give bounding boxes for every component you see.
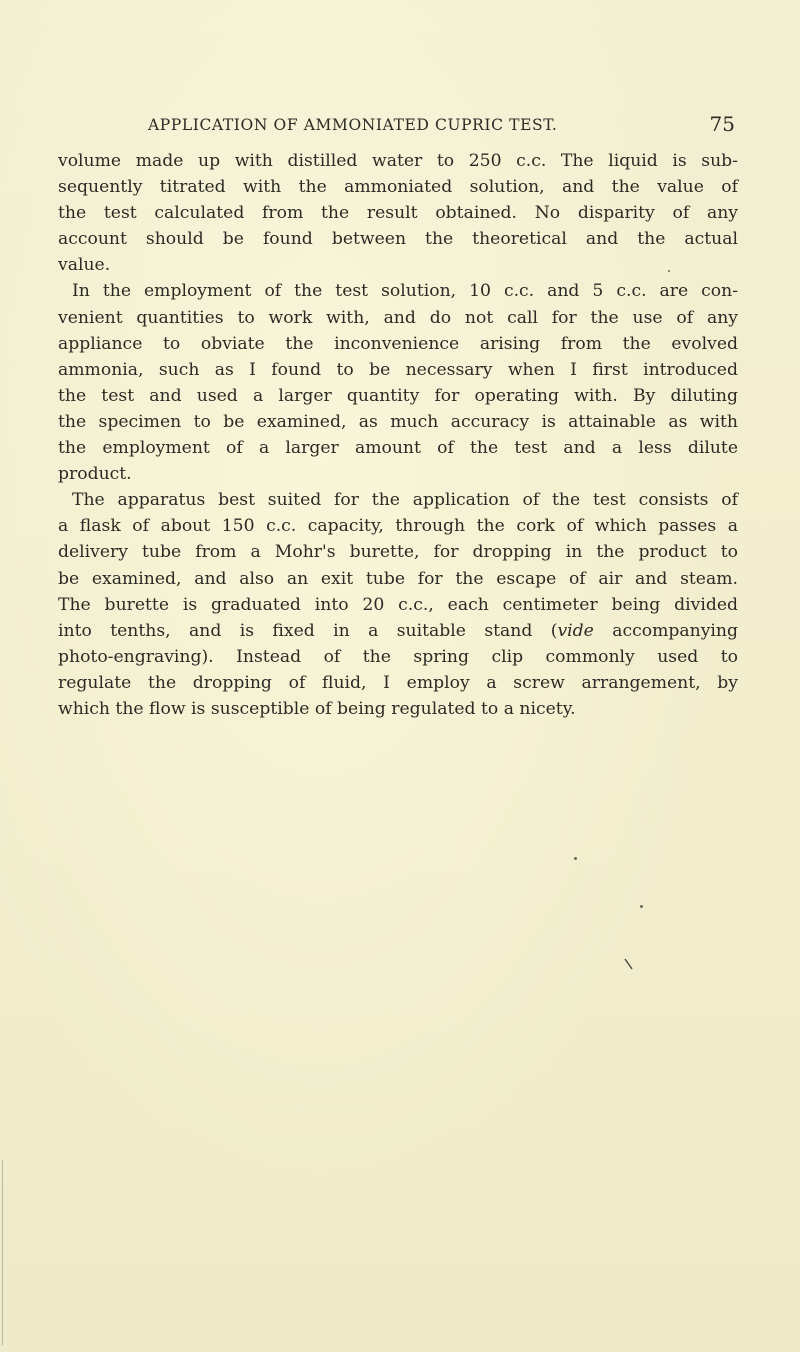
page-edge-line bbox=[2, 1160, 3, 1345]
text-line: the test and used a larger quantity for operating with. By diluting bbox=[58, 385, 738, 406]
body-text bbox=[58, 148, 738, 722]
text-line: The burette is graduated into 20 c.c., each centimeter being divided bbox=[58, 594, 738, 615]
text-line: appliance to obviate the inconvenience arising from the evolved bbox=[58, 333, 738, 354]
text-line: photo-engraving). Instead of the spring clip commonly used to bbox=[58, 646, 738, 667]
running-title: APPLICATION OF AMMONIATED CUPRIC TEST. bbox=[148, 116, 558, 134]
print-speck bbox=[640, 905, 643, 908]
text-line: the test calculated from the result obtained. No disparity of any bbox=[58, 203, 738, 224]
print-speck bbox=[574, 857, 577, 860]
text-line-with-italic bbox=[58, 618, 738, 644]
text-line: delivery tube from a Mohr's burette, for dropping in the product to bbox=[58, 542, 738, 563]
text-line: venient quantities to work with, and do not call for the use of any bbox=[58, 307, 738, 328]
text-line: regulate the dropping of fluid, I employ a screw arrangement, by bbox=[58, 672, 738, 693]
text-line: In the employment of the test solution, 10 c.c. and 5 c.c. are con- bbox=[72, 281, 738, 302]
text-segment: accompanying bbox=[593, 620, 738, 641]
text-line: account should be found between the theoretical and the actual bbox=[58, 229, 738, 250]
scan-mark bbox=[624, 958, 634, 970]
text-line: ammonia, such as I found to be necessary when I first introduced bbox=[58, 359, 738, 380]
text-line: value. bbox=[58, 255, 111, 276]
print-speck bbox=[668, 270, 670, 272]
text-line: be examined, and also an exit tube for the escape of air and steam. bbox=[58, 568, 738, 589]
italic-vide: vide bbox=[557, 620, 594, 641]
running-head bbox=[60, 112, 735, 138]
text-line: which the flow is susceptible of being regulated to a nicety. bbox=[58, 698, 576, 719]
text-line: sequently titrated with the ammoniated solution, and the value of bbox=[58, 177, 738, 198]
text-line: the specimen to be examined, as much accuracy is attainable as with bbox=[58, 411, 738, 432]
text-line: volume made up with distilled water to 250 c.c. The liquid is sub- bbox=[58, 151, 738, 171]
text-line: product. bbox=[58, 464, 132, 485]
page-number: 75 bbox=[709, 112, 735, 136]
text-segment: into tenths, and is fixed in a suitable stand ( bbox=[58, 620, 558, 641]
text-line: The apparatus best suited for the application of the test consists of bbox=[72, 490, 738, 511]
text-line: the employment of a larger amount of the test and a less dilute bbox=[58, 438, 738, 459]
text-line: a flask of about 150 c.c. capacity, through the cork of which passes a bbox=[58, 516, 738, 537]
